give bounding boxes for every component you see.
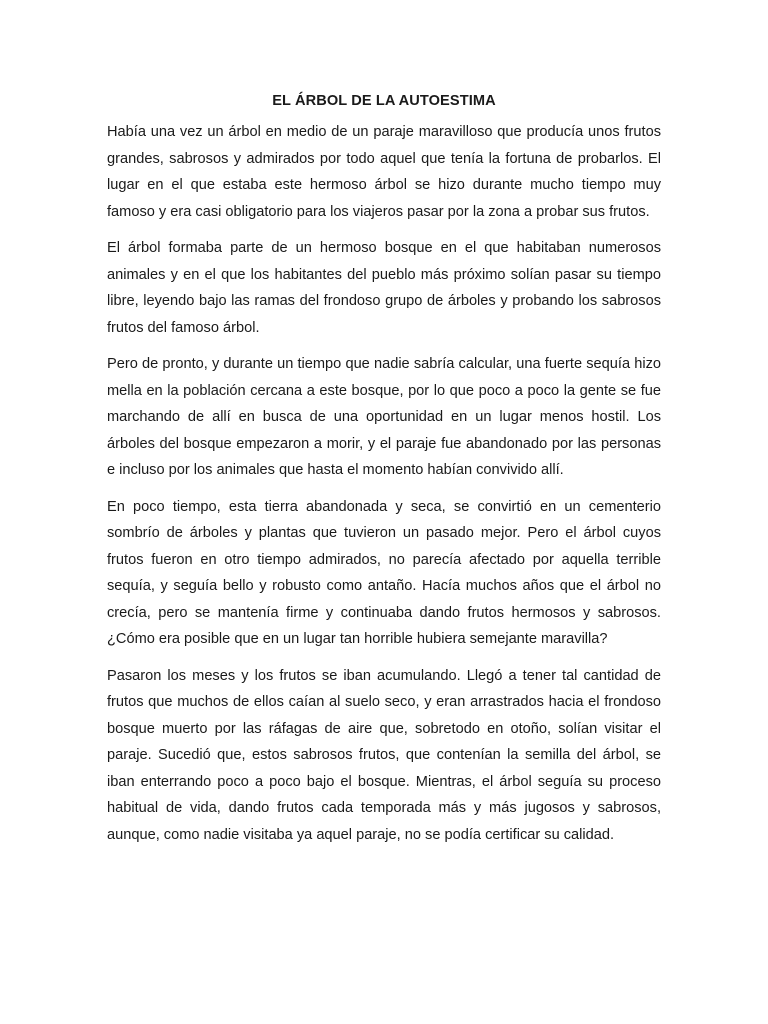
paragraph-3: Pero de pronto, y durante un tiempo que nadie sabría calcular, una fuerte sequía hizo mella en la población cercana a este bosque, por lo que poco a poco la gente se fue marchando de allí en busca de una oportunidad en un lugar menos hostil. Los árboles del bosque empezaron a morir, y el paraje fue abandonado por las personas e incluso por los animales que hasta el momento habían convivido allí. [107,356,661,478]
paragraph-4: En poco tiempo, esta tierra abandonada y seca, se convirtió en un cementerio sombrío de árboles y plantas que tuvieron un pasado mejor. Pero el árbol cuyos frutos fueron en otro tiempo admirados, no parecía afectado por aquella terrible sequía, y seguía bello y robusto como antaño. Hacía muchos años que el árbol no crecía, pero se mantenía firme y continuaba dando frutos hermosos y sabrosos. ¿Cómo era posible que en un lugar tan horrible hubiera semejante maravilla? [107,498,661,647]
paragraph-1: Había una vez un árbol en medio de un paraje maravilloso que producía unos frutos grandes, sabrosos y admirados por todo aquel que tenía la fortuna de probarlos. El lugar en el que estaba este hermoso árbol se hizo durante mucho tiempo muy famoso y era casi obligatorio para los viajeros pasar por la zona a probar sus frutos. [107,124,661,220]
paragraph-5: Pasaron los meses y los frutos se iban acumulando. Llegó a tener tal cantidad de frutos que muchos de ellos caían al suelo seco, y eran arrastrados hacia el frondoso bosque muerto por las ráfagas de aire que, sobretodo en otoño, solían visitar el paraje. Sucedió que, estos sabrosos frutos, que contenían la semilla del árbol, se iban enterrando poco a poco bajo el bosque. Mientras, el árbol seguía su proceso habitual de vida, dando frutos cada temporada más y más jugosos y sabrosos, aunque, como nadie visitaba ya aquel paraje, no se podía certificar su calidad. [107,667,661,843]
document-title: EL ÁRBOL DE LA AUTOESTIMA [272,93,496,109]
document-body [107,91,661,858]
paragraph-2: El árbol formaba parte de un hermoso bosque en el que habitaban numerosos animales y en el que los habitantes del pueblo más próximo solían pasar su tiempo libre, leyendo bajo las ramas del frondoso grupo de árboles y probando los sabrosos frutos del famoso árbol. [107,240,661,336]
